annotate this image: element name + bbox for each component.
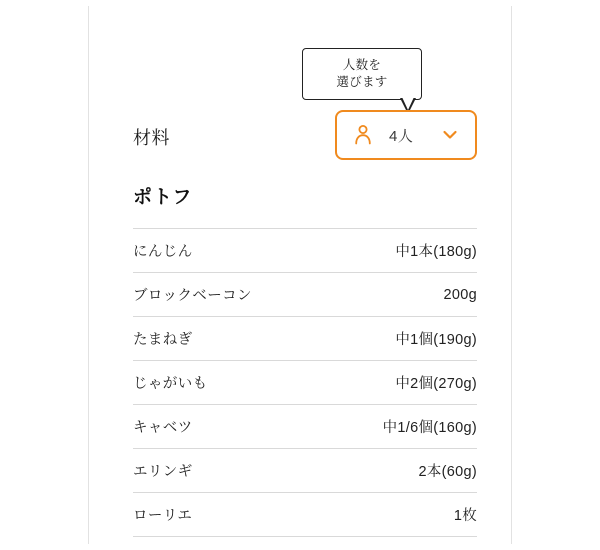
tooltip-line-2: 選びます [336, 75, 388, 89]
table-row [133, 317, 477, 361]
tooltip-line-1: 人数を [342, 58, 382, 73]
ingredient-amount: 中2個(270g) [395, 376, 477, 392]
table-row [133, 273, 477, 317]
table-row [133, 361, 477, 405]
page-title: 材料 [133, 128, 170, 148]
ingredient-amount: 200g [443, 286, 477, 303]
ingredients-list [133, 228, 477, 537]
table-row [133, 228, 477, 273]
ingredient-amount: 2本(60g) [418, 464, 477, 480]
ingredients-header [133, 110, 477, 160]
recipe-card [88, 6, 512, 544]
ingredient-name: エリンギ [133, 464, 193, 480]
table-row [133, 449, 477, 493]
ingredient-name: キャベツ [133, 420, 193, 436]
ingredient-name: じゃがいも [133, 376, 208, 392]
ingredient-name: ローリエ [133, 508, 193, 524]
ingredient-name: ブロックベーコン [133, 288, 252, 304]
servings-value: 4人 [389, 127, 414, 145]
ingredient-name: にんじん [133, 244, 193, 260]
ingredient-name: たまねぎ [133, 332, 193, 348]
servings-selector[interactable] [335, 110, 477, 160]
ingredient-amount: 中1個(190g) [395, 332, 477, 348]
ingredient-amount: 中1/6個(160g) [382, 420, 477, 436]
chevron-down-icon[interactable] [441, 126, 459, 144]
ingredient-amount: 1枚 [453, 508, 477, 524]
servings-tooltip [302, 48, 422, 100]
table-row [133, 405, 477, 449]
table-row [133, 493, 477, 537]
person-icon [353, 124, 373, 146]
ingredient-amount: 中1本(180g) [395, 244, 477, 260]
recipe-name: ポトフ [133, 187, 193, 208]
